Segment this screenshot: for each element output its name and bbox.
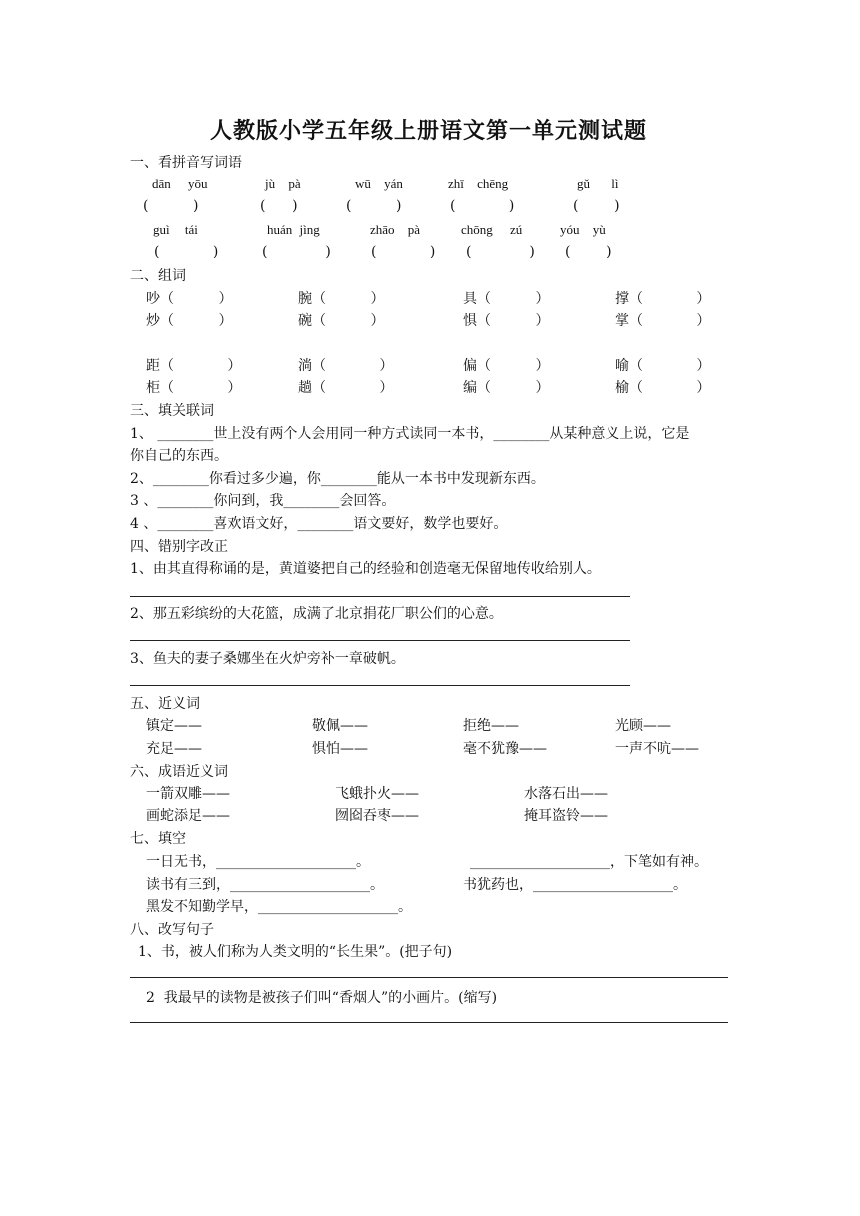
word-group-item: 喻（ ）	[615, 358, 711, 374]
synonym-item: 毫不犹豫——	[463, 741, 547, 757]
pinyin-item: gǔ lì	[577, 176, 619, 191]
answer-paren: ( )	[565, 244, 612, 260]
synonym-item: 拒绝——	[463, 718, 519, 734]
answer-paren: ( )	[573, 198, 620, 214]
synonym-item: 一声不吭——	[615, 741, 699, 757]
word-group-item: 惧（ ）	[463, 313, 550, 329]
correction-item: 3、鱼夫的妻子桑娜坐在火炉旁补一章破帆。	[130, 651, 405, 667]
pinyin-item: chōng zú	[461, 222, 523, 237]
word-group-item: 撑（ ）	[615, 291, 711, 307]
section-heading-1: 一、看拼音写词语	[130, 155, 242, 171]
answer-paren: ( )	[450, 198, 515, 214]
word-group-item: 趟（ ）	[298, 380, 394, 396]
fill-line: 你自己的东西。	[130, 448, 228, 464]
answer-paren: ( )	[154, 244, 219, 260]
word-group-item: 偏（ ）	[463, 358, 550, 374]
answer-paren: ( )	[346, 198, 402, 214]
synonym-item: 光顾——	[615, 718, 671, 734]
idiom-item: 画蛇添足——	[146, 808, 230, 824]
answer-paren: ( )	[466, 244, 535, 260]
answer-line	[130, 640, 630, 641]
pinyin-item: huán jìng	[267, 222, 320, 237]
idiom-item: 飞蛾扑火——	[335, 786, 419, 802]
fill-blank: 书犹药也，____________________。	[463, 877, 687, 893]
idiom-item: 水落石出——	[524, 786, 608, 802]
section-heading-8: 八、改写句子	[130, 922, 214, 938]
page-title: 人教版小学五年级上册语文第一单元测试题	[210, 118, 648, 144]
pinyin-item: yóu yù	[560, 222, 606, 237]
pinyin-item: guì tái	[153, 222, 198, 237]
fill-blank: 黑发不知勤学早，____________________。	[146, 899, 412, 915]
word-group-item: 淌（ ）	[298, 358, 394, 374]
fill-line: 4 、________喜欢语文好，________语文要好，数学也要好。	[130, 516, 508, 532]
pinyin-item: zhāo pà	[370, 222, 421, 237]
section-heading-3: 三、填关联词	[130, 403, 214, 419]
answer-line	[130, 977, 728, 978]
section-heading-2: 二、组词	[130, 268, 186, 284]
section-heading-5: 五、近义词	[130, 696, 200, 712]
word-group-item: 距（ ）	[146, 358, 242, 374]
section-heading-7: 七、填空	[130, 831, 186, 847]
answer-line	[130, 685, 630, 686]
idiom-item: 一箭双雕——	[146, 786, 230, 802]
word-group-item: 碗（ ）	[298, 313, 385, 329]
word-group-item: 腕（ ）	[298, 291, 385, 307]
fill-line: 3 、________你问到，我________会回答。	[130, 493, 396, 509]
word-group-item: 编（ ）	[463, 380, 550, 396]
idiom-item: 囫囵吞枣——	[335, 808, 419, 824]
answer-paren: ( )	[371, 244, 436, 260]
fill-blank: 读书有三到，____________________。	[146, 877, 384, 893]
section-heading-4: 四、错别字改正	[130, 539, 228, 555]
correction-item: 1、由其直得称诵的是，黄道婆把自己的经验和创造毫无保留地传收给别人。	[130, 561, 601, 577]
word-group-item: 炒（ ）	[146, 313, 233, 329]
answer-line	[130, 1022, 728, 1023]
pinyin-item: wū yán	[355, 176, 403, 191]
fill-line: 1、 ________世上没有两个人会用同一种方式读同一本书，________从某种意义上说，它是	[130, 426, 690, 442]
rewrite-item: 1、书，被人们称为人类文明的“长生果”。(把子句)	[138, 944, 453, 960]
pinyin-item: jù pà	[265, 176, 301, 191]
section-heading-6: 六、成语近义词	[130, 764, 228, 780]
answer-paren: ( )	[260, 198, 298, 214]
word-group-item: 柜（ ）	[146, 380, 242, 396]
fill-blank: 一日无书，____________________。	[146, 854, 370, 870]
synonym-item: 充足——	[146, 741, 202, 757]
word-group-item: 掌（ ）	[615, 313, 711, 329]
word-group-item: 吵（ ）	[146, 291, 233, 307]
correction-item: 2、那五彩缤纷的大花篮，成满了北京捐花厂职公们的心意。	[130, 606, 503, 622]
pinyin-item: dān yōu	[152, 176, 208, 191]
answer-line	[130, 596, 630, 597]
synonym-item: 敬佩——	[312, 718, 368, 734]
idiom-item: 掩耳盗铃——	[524, 808, 608, 824]
fill-line: 2、________你看过多少遍，你________能从一本书中发现新东西。	[130, 471, 545, 487]
answer-paren: ( )	[262, 244, 331, 260]
rewrite-item: 2 我最早的读物是被孩子们叫“香烟人”的小画片。(缩写)	[146, 990, 498, 1006]
answer-paren: ( )	[143, 198, 199, 214]
fill-blank: ____________________，下笔如有神。	[470, 854, 708, 870]
pinyin-item: zhī chēng	[448, 176, 509, 191]
word-group-item: 具（ ）	[463, 291, 550, 307]
synonym-item: 镇定——	[146, 718, 202, 734]
word-group-item: 榆（ ）	[615, 380, 711, 396]
synonym-item: 惧怕——	[312, 741, 368, 757]
